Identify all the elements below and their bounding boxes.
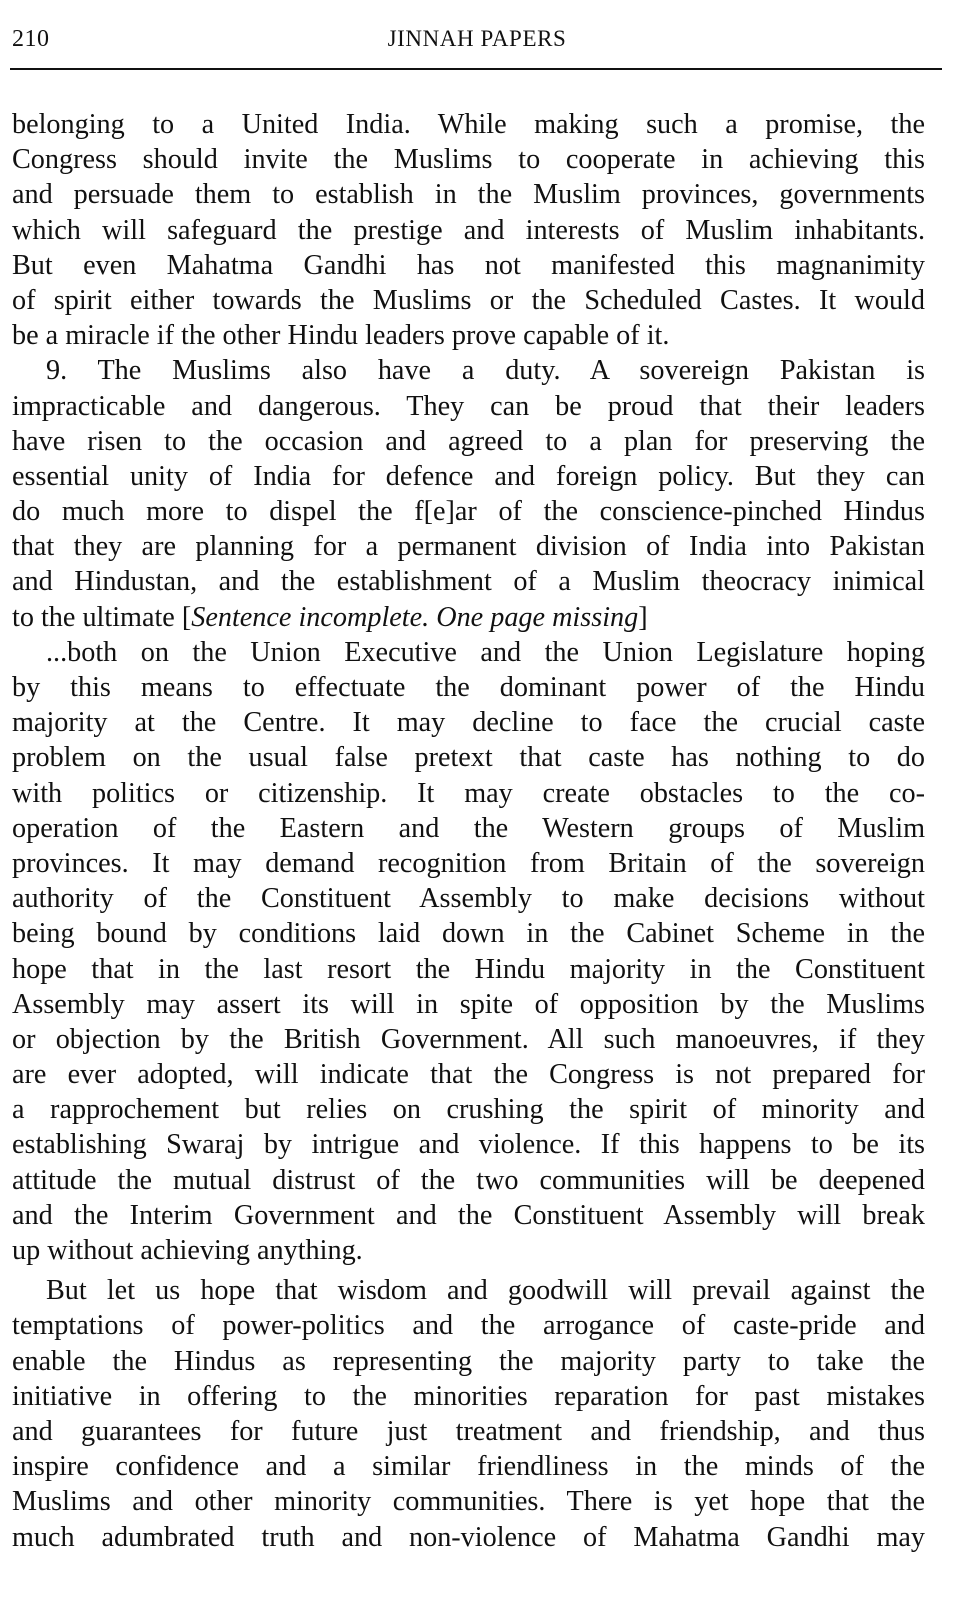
- text-line: are ever adopted, will indicate that the Congress is not prepared for: [12, 1059, 925, 1091]
- paragraph: [12, 353, 925, 635]
- text-line: and persuade them to establish in the Muslim provinces, governments: [12, 179, 925, 211]
- text-line: much adumbrated truth and non-violence of Mahatma Gandhi may: [12, 1521, 925, 1553]
- text-line: inspire confidence and a similar friendliness in the minds of the: [12, 1451, 925, 1483]
- text-line: do much more to dispel the f[e]ar of the conscience-pinched Hindus: [12, 496, 925, 528]
- text-line: with politics or citizenship. It may create obstacles to the co-: [12, 777, 925, 809]
- header-rule: [10, 68, 942, 70]
- text-line: a rapprochement but relies on crushing the spirit of minority and: [12, 1094, 925, 1126]
- text-line: But even Mahatma Gandhi has not manifested this magnanimity: [12, 249, 925, 281]
- text-line: which will safeguard the prestige and interests of Muslim inhabitants.: [12, 214, 925, 246]
- text-fragment: to the ultimate [: [12, 601, 192, 633]
- text-line: have risen to the occasion and agreed to a plan for preserving the: [12, 425, 925, 457]
- running-head: JINNAH PAPERS: [387, 26, 567, 51]
- text-line: establishing Swaraj by intrigue and violence. If this happens to be its: [12, 1129, 925, 1161]
- text-fragment: ]: [638, 601, 648, 633]
- editorial-note: Sentence incomplete. One page missing: [191, 601, 639, 633]
- paragraph: [12, 107, 925, 353]
- text-line: initiative in offering to the minorities reparation for past mistakes: [12, 1380, 925, 1412]
- text-line: and the Interim Government and the Constituent Assembly will break: [12, 1199, 925, 1231]
- text-line: authority of the Constituent Assembly to make decisions without: [12, 883, 925, 915]
- page-header: [12, 26, 942, 56]
- text-line: of spirit either towards the Muslims or the Scheduled Castes. It would: [12, 284, 925, 316]
- text-line: by this means to effectuate the dominant power of the Hindu: [12, 672, 925, 703]
- page-number: 210: [12, 26, 50, 52]
- text-line: temptations of power-politics and the arrogance of caste-pride and: [12, 1310, 925, 1342]
- text-line: majority at the Centre. It may decline to face the crucial caste: [12, 707, 925, 739]
- text-line: hope that in the last resort the Hindu majority in the Constituent: [12, 953, 925, 985]
- text-line: impracticable and dangerous. They can be proud that their leaders: [12, 390, 925, 422]
- text-line: or objection by the British Government. All such manoeuvres, if they: [12, 1023, 925, 1055]
- text-line: problem on the usual false pretext that caste has nothing to do: [12, 742, 925, 774]
- text-line: But let us hope that wisdom and goodwill will prevail against the: [46, 1275, 925, 1307]
- text-line: belonging to a United India. While making such a promise, the: [12, 109, 925, 140]
- text-line: being bound by conditions laid down in the Cabinet Scheme in the: [12, 918, 925, 950]
- text-line: up without achieving anything.: [12, 1235, 363, 1266]
- text-line: provinces. It may demand recognition from Britain of the sovereign: [12, 847, 925, 879]
- text-line: be a miracle if the other Hindu leaders prove capable of it.: [12, 320, 670, 352]
- text-line: ...both on the Union Executive and the Union Legislature hoping: [46, 636, 925, 668]
- text-line: Congress should invite the Muslims to cooperate in achieving this: [12, 144, 925, 176]
- text-line: and Hindustan, and the establishment of a Muslim theocracy inimical: [12, 566, 925, 598]
- text-line: and guarantees for future just treatment and friendship, and thus: [12, 1415, 925, 1447]
- text-line: essential unity of India for defence and foreign policy. But they can: [12, 460, 925, 492]
- body-text: [12, 107, 925, 1555]
- text-line: Assembly may assert its will in spite of opposition by the Muslims: [12, 988, 925, 1020]
- paragraph: [12, 1273, 925, 1555]
- text-line: operation of the Eastern and the Western groups of Muslim: [12, 812, 925, 844]
- paragraph: [12, 635, 925, 1268]
- text-line-with-editorial-note: [12, 600, 925, 635]
- text-line: that they are planning for a permanent division of India into Pakistan: [12, 531, 925, 563]
- text-line: Muslims and other minority communities. There is yet hope that the: [12, 1486, 925, 1518]
- text-line: enable the Hindus as representing the majority party to take the: [12, 1345, 925, 1377]
- text-line: 9. The Muslims also have a duty. A sovereign Pakistan is: [46, 355, 925, 387]
- text-line: attitude the mutual distrust of the two communities will be deepened: [12, 1164, 925, 1196]
